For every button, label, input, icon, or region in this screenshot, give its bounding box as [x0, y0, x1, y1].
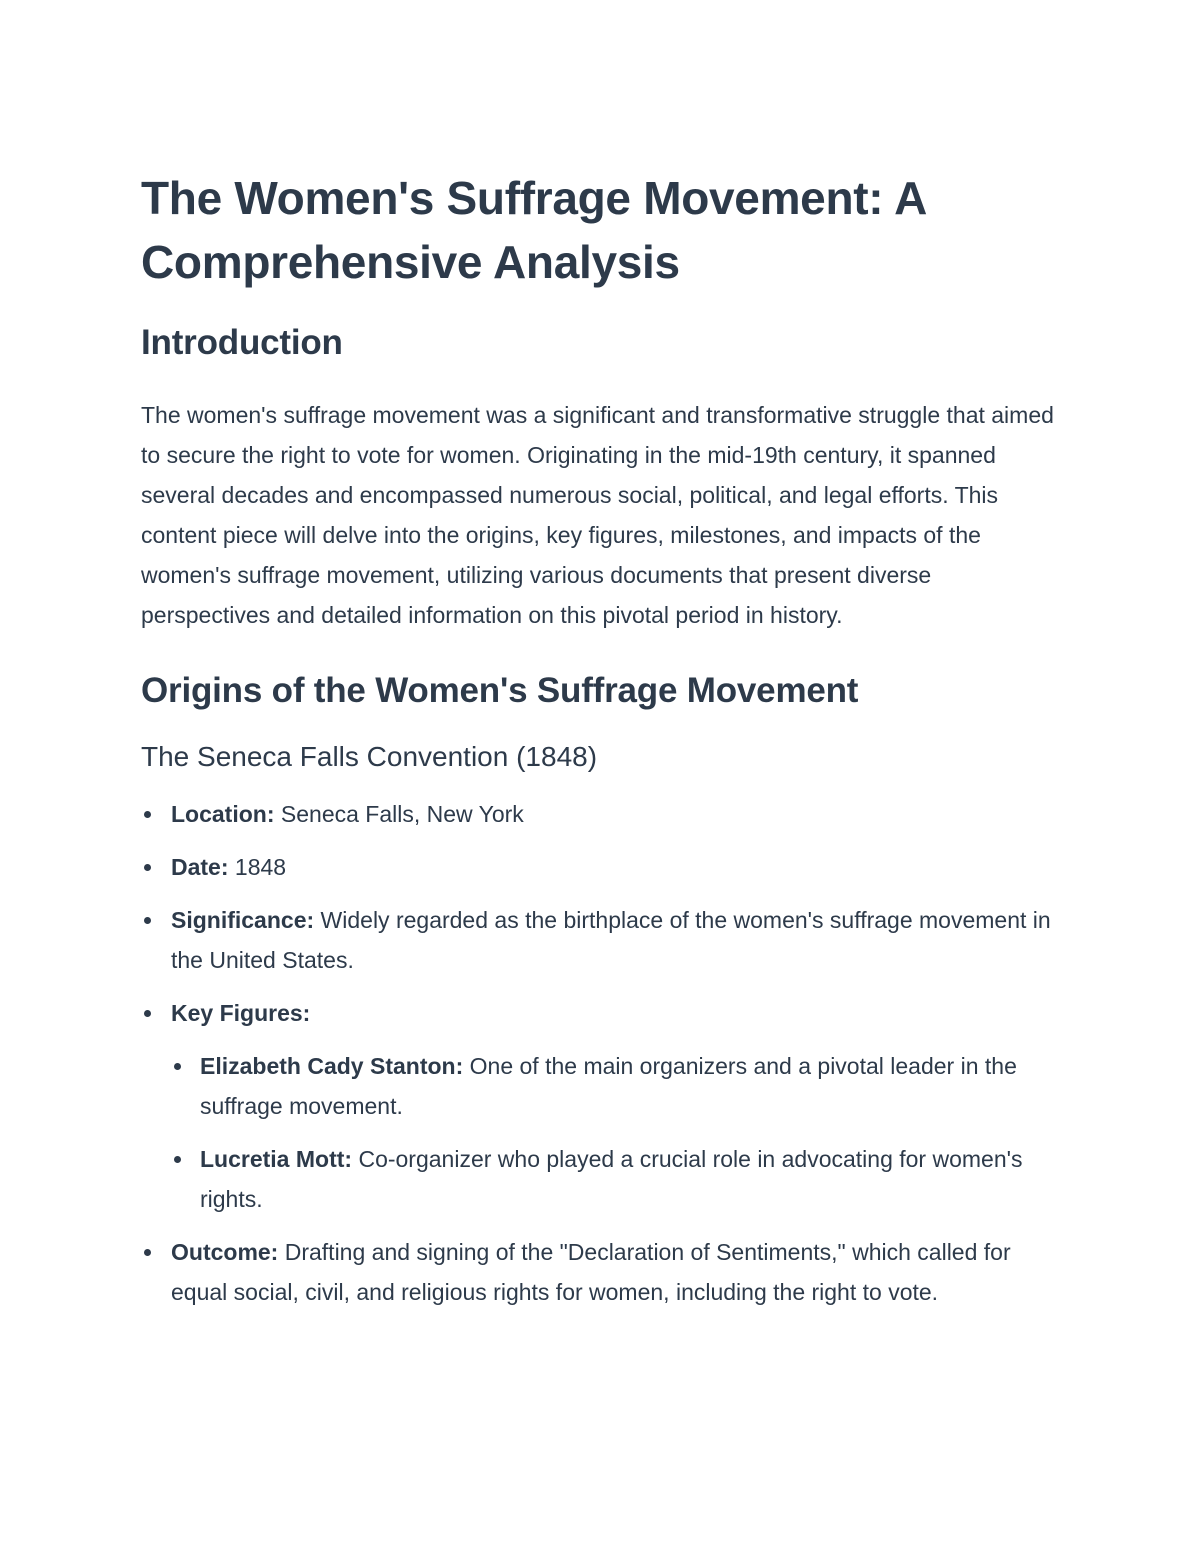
key-figures-list [171, 1046, 1061, 1219]
seneca-falls-subheading: The Seneca Falls Convention (1848) [141, 741, 598, 772]
list-item-outcome [141, 1232, 1061, 1312]
list-item-significance [141, 900, 1061, 980]
document-title: The Women's Suffrage Movement: A Comprehensive Analysis [141, 172, 926, 288]
outcome-label: Outcome: [171, 1239, 279, 1265]
stanton-text: One of the main organizers and a pivotal leader in the suffrage movement. [200, 1053, 1017, 1119]
list-item-key-figures [141, 993, 1061, 1219]
list-item-location [141, 794, 1061, 834]
date-text: 1848 [228, 854, 287, 880]
introduction-paragraph: The women's suffrage movement was a significant and transformative struggle that aimed to secure the right to vote for women. Originating in the mid-19th century, it spanned several decades and encompassed numerous social, political, and legal efforts. This content piece will delve into the origins, key figures, milestones, and impacts of the women's suffrage movement, utilizing various documents that present diverse perspectives and detailed information on this pivotal period in history. [141, 402, 1054, 628]
date-label: Date: [171, 854, 229, 880]
location-label: Location: [171, 801, 275, 827]
mott-text: Co-organizer who played a crucial role in advocating for women's rights. [200, 1146, 1023, 1212]
key-figures-label: Key Figures: [171, 1000, 311, 1026]
document-page [141, 166, 1061, 1325]
stanton-label: Elizabeth Cady Stanton: [200, 1053, 464, 1079]
outcome-text: Drafting and signing of the "Declaration of Sentiments," which called for equal social, civil, and religious rights for women, including the right to vote. [171, 1239, 1011, 1305]
list-item-mott [171, 1139, 1061, 1219]
origins-heading: Origins of the Women's Suffrage Movement [141, 671, 859, 710]
significance-label: Significance: [171, 907, 315, 933]
mott-label: Lucretia Mott: [200, 1146, 353, 1172]
seneca-falls-details-list [141, 794, 1061, 1312]
location-text: Seneca Falls, New York [274, 801, 524, 827]
introduction-heading: Introduction [141, 323, 343, 362]
list-item-stanton [171, 1046, 1061, 1126]
list-item-date [141, 847, 1061, 887]
significance-text: Widely regarded as the birthplace of the women's suffrage movement in the United States. [171, 907, 1051, 973]
